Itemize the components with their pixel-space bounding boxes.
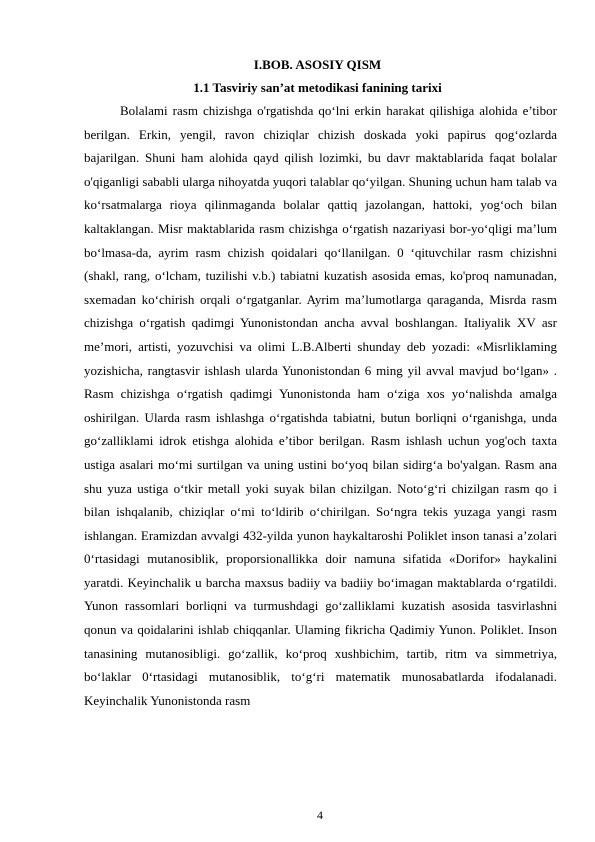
section-title: 1.1 Tasviriy san’at metodikasi fanining tarixi (193, 80, 442, 95)
body-paragraph: Bolalami rasm chizishga o'rgatishda qo‘lni erkin harakat qilishiga alohida e’tibor berilgan. Erkin, yengil, ravon chiziqlar chizish doskada yoki papirus qog‘ozlarda bajarilgan. Shuni ham alohida qayd qilish lozimki, bu davr maktablarida faqat bolalar o'qiganligi sababli ularga nihoyatda yuqori talablar qo‘yilgan. Shuning uchun ham talab va ko‘rsatmalarga rioya qilinmaganda bolalar qattiq jazolangan, hattoki, yog‘och bilan kaltaklangan. Misr maktablarida rasm chizishga o‘rgatish nazariyasi bor-yo‘qligi ma’lum bo‘lmasa-da, ayrim rasm chizish qoidalari qo‘llanilgan. 0 ‘qituvchilar rasm chizishni (shakl, rang, o‘lcham, tuzilishi v.b.) tabiatni kuzatish asosida emas, ko'proq namunadan, sxemadan ko‘chirish orqali o‘rgatganlar. Ayrim ma’lumotlarga qaraganda, Misrda rasm chizishga o‘rgatish qadimgi Yunonistondan ancha avval boshlangan. Italiyalik XV asr me’mori, artisti, yozuvchisi va olimi L.B.Alberti shunday deb yozadi: «Misrliklaming yozishicha, rangtasvir ishlash ularda Yunonistondan 6 ming yil avval mavjud bo‘lgan» . Rasm chizishga o‘rgatish qadimgi Yunonistonda ham o‘ziga xos yo‘nalishda amalga oshirilgan. Ularda rasm ishlashga o‘rgatishda tabiatni, butun borliqni o‘rganishga, unda go‘zalliklami idrok etishga alohida e’tibor berilgan. Rasm ishlash uchun yog'och taxta ustiga asalari mo‘mi surtilgan va uning ustini bo‘yoq bilan sidirg‘a bo'yalgan. Rasm ana shu yuza ustiga o‘tkir metall yoki suyak bilan chizilgan. Noto‘g‘ri chizilgan rasm qo i bilan ishqalanib, chiziqlar o‘mi to‘ldirib o‘chirilgan. So‘ngra tekis yuzaga yangi rasm ishlangan. Eramizdan avvalgi 432-yilda yunon haykaltaroshi Poliklet inson tanasi a’zolari 0‘rtasidagi mutanosiblik, proporsionallikka doir namuna sifatida «Dorifor» haykalini yaratdi. Keyinchalik u barcha maxsus badiiy va badiiy bo‘imagan maktablarda o‘rgatildi. Yunon rassomlari borliqni va turmushdagi go‘zalliklami kuzatish asosida tasvirlashni qonun va qoidalarini ishlab chiqqanlar. Ulaming fikricha Qadimiy Yunon. Poliklet. Inson tanasining mutanosibligi. go‘zallik, ko‘proq xushbichim, tartib, ritm va simmetriya, bo‘laklar 0‘rtasidagi mutanosiblik, to‘g‘ri matematik munosabatlarda ifodalanadi. Keyinchalik Yunonistonda rasm (84, 103, 557, 708)
page-number: 4 (317, 808, 323, 822)
chapter-title: I.BOB. ASOSIY QISM (253, 57, 382, 72)
